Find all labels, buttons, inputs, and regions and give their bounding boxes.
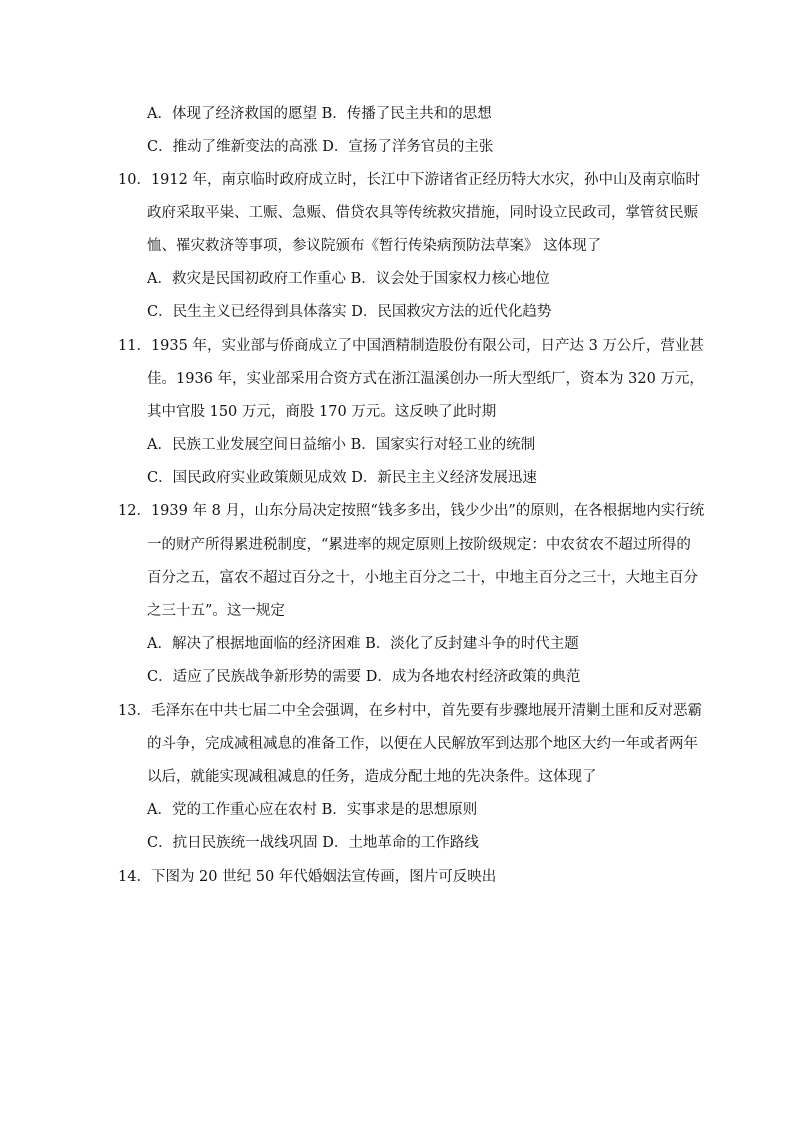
q10-stem-line-3: 恤、罹灾救济等事项，参议院颁布《暂行传染病预防法草案》 这体现了 bbox=[147, 238, 602, 254]
q14-stem-line-1: 14．下图为 20 世纪 50 年代婚姻法宣传画，图片可反映出 bbox=[118, 869, 497, 885]
q9-option-cd: C．推动了维新变法的高涨 D．宣扬了洋务官员的主张 bbox=[147, 139, 494, 155]
q12-stem-line-4: 之三十五”。这一规定 bbox=[147, 603, 285, 619]
q11-stem-line-3: 其中官股 150 万元，商股 170 万元。这反映了此时期 bbox=[147, 404, 497, 420]
q13-stem-line-1: 13．毛泽东在中共七届二中全会强调，在乡村中，首先要有步骤地展开清剿土匪和反对恶霸 bbox=[118, 703, 702, 719]
q12-option-cd: C．适应了民族战争新形势的需要 D．成为各地农村经济政策的典范 bbox=[147, 669, 581, 685]
q11-stem-line-1: 11．1935 年，实业部与侨商成立了中国酒精制造股份有限公司，日产达 3 万公斤，营业甚 bbox=[118, 338, 704, 354]
q13-stem-line-2: 的斗争，完成减租减息的准备工作，以便在人民解放军到达那个地区大约一年或者两年 bbox=[147, 736, 698, 752]
q10-option-ab: A．救灾是民国初政府工作重心 B．议会处于国家权力核心地位 bbox=[147, 271, 550, 287]
q11-stem-line-2: 佳。1936 年，实业部采用合资方式在浙江温溪创办一所大型纸厂，资本为 320 万元， bbox=[147, 371, 704, 387]
q12-stem-line-2: 一的财产所得累进税制度，“累进率的规定原则上按阶级规定：中农贫农不超过所得的 bbox=[147, 537, 691, 553]
q13-stem-line-3: 以后，就能实现减租减息的任务，造成分配土地的先决条件。这体现了 bbox=[147, 769, 597, 785]
q10-stem-line-1: 10．1912 年，南京临时政府成立时，长江中下游诸省正经历特大水灾，孙中山及南京临时 bbox=[118, 172, 700, 188]
q11-option-cd: C．国民政府实业政策颇见成效 D．新民主主义经济发展迅速 bbox=[147, 470, 537, 486]
q9-option-ab: A．体现了经济救国的愿望 B．传播了民主共和的思想 bbox=[147, 106, 492, 122]
q12-option-ab: A．解决了根据地面临的经济困难 B．淡化了反封建斗争的时代主题 bbox=[147, 636, 579, 652]
q12-stem-line-1: 12．1939 年 8 月，山东分局决定按照“钱多多出，钱少少出”的原则，在各根据地内实行统 bbox=[118, 503, 705, 519]
q11-option-ab: A．民族工业发展空间日益缩小 B．国家实行对轻工业的统制 bbox=[147, 437, 536, 453]
q10-stem-line-2: 政府采取平粜、工赈、急赈、借贷农具等传统救灾措施，同时设立民政司，掌管贫民赈 bbox=[147, 205, 698, 221]
q10-option-cd: C．民生主义已经得到具体落实 D．民国救灾方法的近代化趋势 bbox=[147, 304, 552, 320]
q13-option-cd: C．抗日民族统一战线巩固 D．土地革命的工作路线 bbox=[147, 835, 479, 851]
q13-option-ab: A．党的工作重心应在农村 B．实事求是的思想原则 bbox=[147, 802, 478, 818]
q12-stem-line-3: 百分之五，富农不超过百分之十，小地主百分之二十，中地主百分之三十，大地主百分 bbox=[147, 570, 698, 586]
